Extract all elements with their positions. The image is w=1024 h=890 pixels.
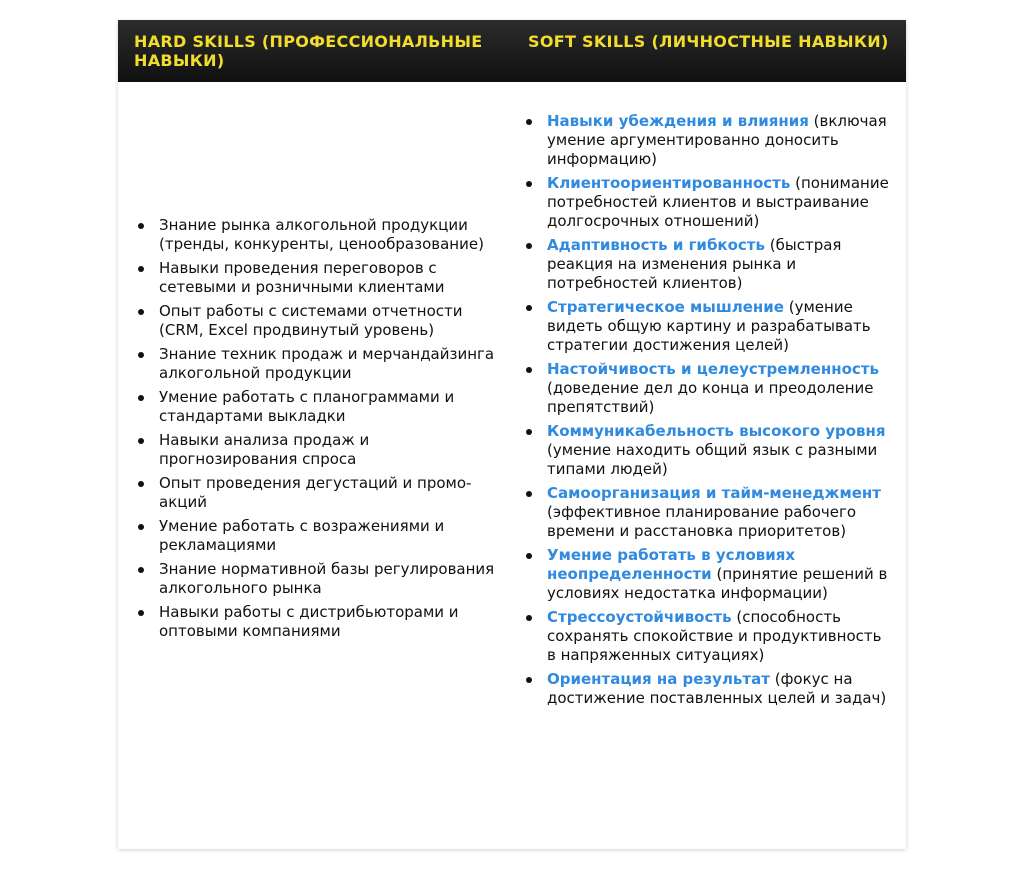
list-item: Навыки работы с дистрибьюторами и оптовыми компаниями [134, 603, 496, 641]
skill-description: (эффективное планирование рабочего времени и расстановка приоритетов) [547, 503, 857, 540]
list-item [522, 298, 890, 355]
table-header [118, 20, 906, 82]
header-soft-skills: SOFT SKILLS (ЛИЧНОСТНЫЕ НАВЫКИ) [528, 32, 889, 51]
list-item [522, 670, 890, 708]
list-item [522, 236, 890, 293]
hard-skills-list [134, 216, 496, 646]
list-item [522, 484, 890, 541]
list-item: Навыки анализа продаж и прогнозирования спроса [134, 431, 496, 469]
list-item [522, 608, 890, 665]
skill-description: (умение находить общий язык с разными типами людей) [547, 441, 878, 478]
hard-skills-cell [118, 82, 512, 849]
skill-title: Коммуникабельность высокого уровня [547, 422, 886, 440]
skill-description: (фокус на достижение поставленных целей и задач) [547, 670, 887, 707]
list-item: Знание нормативной базы регулирования алкогольного рынка [134, 560, 496, 598]
skill-title: Стратегическое мышление [547, 298, 784, 316]
skill-description: (принятие решений в условиях недостатка информации) [547, 565, 888, 602]
skill-title: Навыки убеждения и влияния [547, 112, 809, 130]
list-item: Навыки проведения переговоров с сетевыми и розничными клиентами [134, 259, 496, 297]
skills-table [118, 20, 906, 849]
list-item: Знание рынка алкогольной продукции (тренды, конкуренты, ценообразование) [134, 216, 496, 254]
list-item [522, 546, 890, 603]
list-item: Опыт проведения дегустаций и промо-акций [134, 474, 496, 512]
list-item: Умение работать с возражениями и рекламациями [134, 517, 496, 555]
soft-skills-list [522, 112, 890, 713]
list-item [522, 360, 890, 417]
soft-skills-cell [512, 82, 906, 849]
skill-description: (умение видеть общую картину и разрабатывать стратегии достижения целей) [547, 298, 871, 354]
skill-title: Ориентация на результат [547, 670, 770, 688]
list-item [522, 422, 890, 479]
skill-description: (доведение дел до конца и преодоление препятствий) [547, 379, 874, 416]
skill-title: Самоорганизация и тайм-менеджмент [547, 484, 881, 502]
skill-title: Настойчивость и целеустремленность [547, 360, 879, 378]
list-item [522, 174, 890, 231]
list-item: Опыт работы с системами отчетности (CRM, Excel продвинутый уровень) [134, 302, 496, 340]
table-body [118, 82, 906, 849]
header-hard-skills: HARD SKILLS (ПРОФЕССИОНАЛЬНЫЕ НАВЫКИ) [134, 32, 483, 70]
skill-title: Адаптивность и гибкость [547, 236, 765, 254]
skill-title: Стрессоустойчивость [547, 608, 732, 626]
skill-description: (быстрая реакция на изменения рынка и потребностей клиентов) [547, 236, 842, 292]
skill-title: Клиентоориентированность [547, 174, 791, 192]
skill-description: (способность сохранять спокойствие и продуктивность в напряженных ситуациях) [547, 608, 882, 664]
list-item [522, 112, 890, 169]
skill-title: Умение работать в условиях неопределенности [547, 546, 796, 583]
list-item: Знание техник продаж и мерчандайзинга алкогольной продукции [134, 345, 496, 383]
skill-description: (понимание потребностей клиентов и выстраивание долгосрочных отношений) [547, 174, 889, 230]
skill-description: (включая умение аргументированно доносить информацию) [547, 112, 887, 168]
list-item: Умение работать с планограммами и стандартами выкладки [134, 388, 496, 426]
